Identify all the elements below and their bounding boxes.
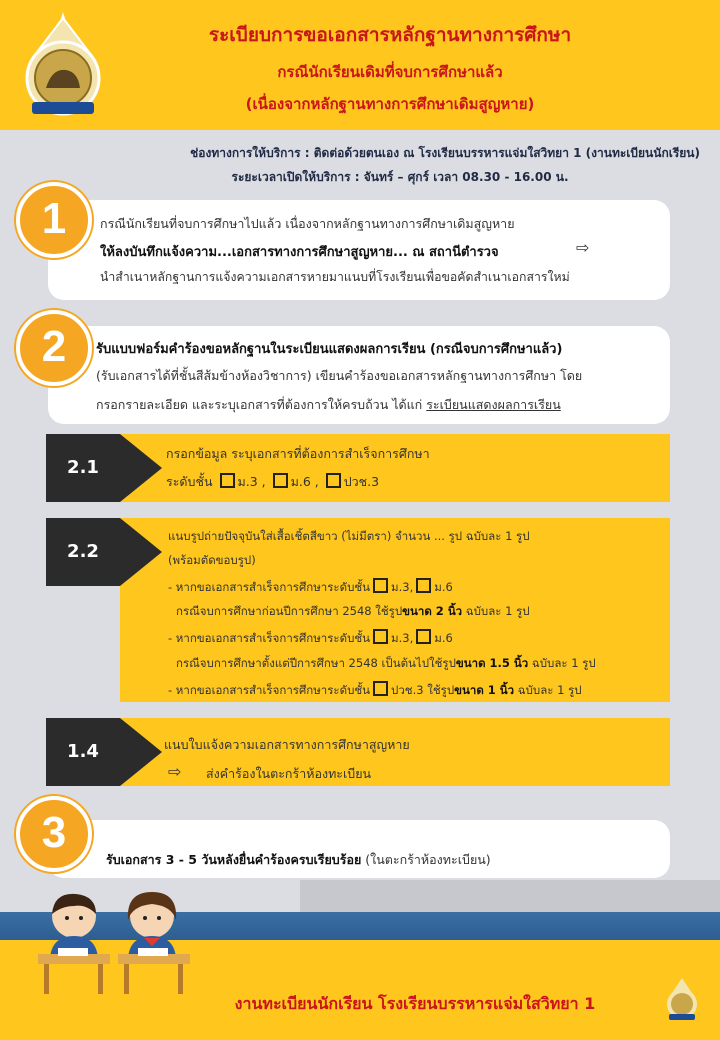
step22-line4 [176,603,530,621]
step3-number: 3 [16,796,92,872]
step2-line1: รับแบบฟอร์มคำร้องขอหลักฐานในระเบียนแสดงผลการเรียน (กรณีจบการศึกษาแล้ว) [96,342,563,357]
step22-line3-text: - หากขอเอกสารสำเร็จการศึกษาระดับชั้น [168,580,371,594]
step22-line7-text: - หากขอเอกสารสำเร็จการศึกษาระดับชั้น [168,683,371,697]
checkbox-22a-m3[interactable] [373,578,388,593]
step22-line6-suffix: ฉบับละ 1 รูป [528,656,596,670]
page-subtitle: กรณีนักเรียนเดิมที่จบการศึกษาแล้ว [277,63,503,81]
step14-line1: แนบใบแจ้งความเอกสารทางการศึกษาสูญหาย [164,737,410,752]
photo-size-1in: ขนาด 1 นิ้ว [454,683,515,697]
option-m3: ม.3 , [237,474,266,489]
step2-line2: (รับเอกสารได้ที่ชั้นสีส้มข้างห้องวิชาการ) เขียนคำร้องขอเอกสารหลักฐานทางการศึกษา โดย [96,368,583,383]
transcript-link-text: ระเบียนแสดงผลการเรียน [426,397,561,412]
students-illustration [36,888,196,998]
step1-line2: ให้ลงบันทึกแจ้งความ...เอกสารทางการศึกษาสูญหาย... ณ สถานีตำรวจ [100,245,499,260]
option-22a-m3: ม.3, [391,580,414,594]
step22-line5 [168,629,453,648]
checkbox-m6[interactable] [273,473,288,488]
decor-strip [300,880,720,912]
checkbox-22c-pvc3[interactable] [373,681,388,696]
step2-line3 [96,395,561,415]
option-22b-m6: ม.6 [434,631,453,645]
step22-line6-text: กรณีจบการศึกษาตั้งแต่ปีการศึกษา 2548 เป็นต้นไปใช้รูป [176,656,456,670]
step22-line2: (พร้อมตัดขอบรูป) [168,553,256,567]
step22-label: 2.2 [46,518,120,586]
step3-text-bold: รับเอกสาร 3 - 5 วันหลังยื่นคำร้องครบเรียบร้อย [106,852,362,867]
checkbox-m3[interactable] [220,473,235,488]
page-title: ระเบียบการขอเอกสารหลักฐานทางการศึกษา [208,24,572,46]
step22-line7 [168,681,582,700]
checkbox-pvc3[interactable] [326,473,341,488]
option-22a-m6: ม.6 [434,580,453,594]
step22-line5-text: - หากขอเอกสารสำเร็จการศึกษาระดับชั้น [168,631,371,645]
step3-text-rest: (ในตะกร้าห้องทะเบียน) [361,852,491,867]
checkbox-22b-m6[interactable] [416,629,431,644]
step21-chevron [120,434,162,502]
step1-line3: นำสำเนาหลักฐานการแจ้งความเอกสารหายมาแนบที่โรงเรียนเพื่อขอคัดสำเนาเอกสารใหม่ [100,270,570,284]
option-22c-pvc3: ปวช.3 ใช้รูป [391,683,455,697]
step2-number: 2 [16,310,92,386]
arrow-right-icon: ⇨ [168,762,182,781]
step1-line1: กรณีนักเรียนที่จบการศึกษาไปแล้ว เนื่องจากหลักฐานทางการศึกษาเดิมสูญหาย [100,216,515,231]
service-channel: ช่องทางการให้บริการ : ติดต่อด้วยตนเอง ณ โรงเรียนบรรหารแจ่มใสวิทยา 1 (งานทะเบียนนักเรียน) [190,146,700,160]
checkbox-22a-m6[interactable] [416,578,431,593]
step22-line6 [176,655,596,673]
option-22b-m3: ม.3, [391,631,414,645]
step22-line7-suffix: ฉบับละ 1 รูป [514,683,582,697]
photo-size-15in: ขนาด 1.5 นิ้ว [455,656,529,670]
step21-line1: กรอกข้อมูล ระบุเอกสารที่ต้องการสำเร็จการศึกษา [166,446,430,461]
arrow-right-icon: ⇨ [576,238,590,257]
option-m6: ม.6 , [290,474,319,489]
step14-label: 1.4 [46,718,120,786]
step3-text [106,850,491,870]
footer-logo [664,976,700,1022]
step22-line1: แนบรูปถ่ายปัจจุบันใส่เสื้อเชิ้ตสีขาว (ไม่มีตรา) จำนวน ... รูป ฉบับละ 1 รูป [168,529,530,543]
step22-line4-text: กรณีจบการศึกษาก่อนปีการศึกษา 2548 ใช้รูป [176,604,403,618]
page-subtitle-note: (เนื่องจากหลักฐานทางการศึกษาเดิมสูญหาย) [245,95,535,113]
step21-label: 2.1 [46,434,120,502]
option-pvc3: ปวช.3 [343,474,380,489]
checkbox-22b-m3[interactable] [373,629,388,644]
school-logo [22,10,104,118]
step2-line3-text: กรอกรายละเอียด และระบุเอกสารที่ต้องการให้ครบถ้วน ได้แก่ [96,397,427,412]
step22-line3 [168,578,453,597]
step22-chevron [120,518,162,586]
footer-text: งานทะเบียนนักเรียน โรงเรียนบรรหารแจ่มใสวิทยา 1 [234,994,596,1013]
level-label: ระดับชั้น [166,474,213,489]
step22-line4-suffix: ฉบับละ 1 รูป [462,604,530,618]
step1-number: 1 [16,182,92,258]
step14-chevron [120,718,162,786]
step21-line2 [166,472,379,492]
step14-line2: ส่งคำร้องในตะกร้าห้องทะเบียน [206,766,372,781]
service-hours: ระยะเวลาเปิดให้บริการ : จันทร์ – ศุกร์ เวลา 08.30 - 16.00 น. [231,170,569,184]
photo-size-2in: ขนาด 2 นิ้ว [402,604,463,618]
